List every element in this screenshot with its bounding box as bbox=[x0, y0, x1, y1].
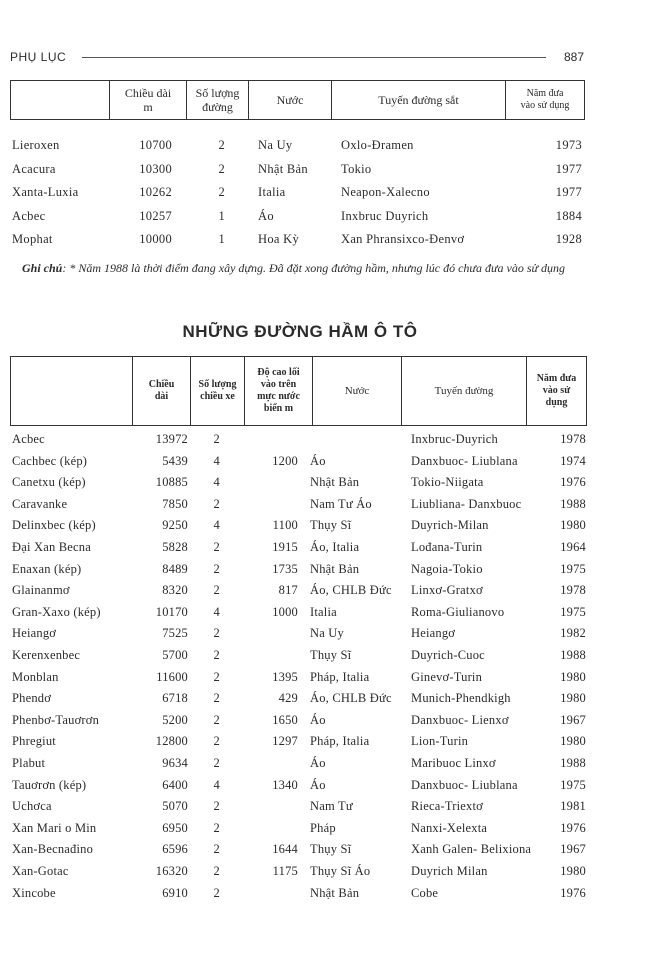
cell-lane-count: 2 bbox=[213, 432, 220, 446]
cell-year: 1976 bbox=[560, 820, 586, 835]
page-number: 887 bbox=[563, 50, 584, 64]
cell-year: 1973 bbox=[555, 138, 582, 152]
cell-elevation: 1100 bbox=[272, 518, 298, 533]
table-row bbox=[0, 886, 671, 902]
cell-route: Ginevơ-Turin bbox=[411, 669, 483, 684]
cell-country: Nhật Bản bbox=[258, 161, 308, 176]
cell-tunnel-name: Enaxan (kép) bbox=[12, 561, 82, 576]
cell-length: 6950 bbox=[162, 820, 188, 835]
cell-tunnel-name: Đại Xan Becna bbox=[12, 540, 91, 554]
cell-length: 9634 bbox=[162, 756, 188, 770]
cell-country: Áo, CHLB Đức bbox=[310, 691, 392, 706]
cell-length: 5700 bbox=[162, 648, 188, 662]
cell-tunnel-name: Cachbec (kép) bbox=[12, 453, 88, 468]
cell-elevation: 1297 bbox=[272, 734, 298, 749]
cell-lane-count: 4 bbox=[213, 604, 220, 619]
cell-tunnel-name: Phenbơ-Tauơrơn bbox=[12, 712, 100, 727]
table-row bbox=[0, 454, 671, 470]
cell-length: 5828 bbox=[162, 540, 188, 554]
table-row bbox=[0, 734, 671, 750]
cell-tunnel-name: Monblan bbox=[12, 669, 59, 684]
cell-tunnel-name: Plabut bbox=[12, 756, 46, 770]
cell-country: Nhật Bản bbox=[310, 885, 360, 900]
header-rule bbox=[82, 57, 546, 58]
table-row bbox=[0, 432, 671, 448]
cell-lane-count: 2 bbox=[213, 734, 220, 749]
table-row bbox=[0, 605, 671, 621]
cell-length: 6910 bbox=[162, 885, 188, 900]
cell-route: Rieca-Triextơ bbox=[411, 799, 483, 814]
railway-col-year: Năm đưa vào sử dụng bbox=[506, 81, 585, 120]
cell-length: 7525 bbox=[162, 626, 188, 641]
cell-length: 6596 bbox=[162, 842, 188, 857]
cell-route: Liublianа- Danxbuoc bbox=[411, 496, 522, 511]
cell-country: Áo, Italia bbox=[310, 540, 360, 554]
cell-year: 1976 bbox=[560, 885, 586, 900]
cell-lane-count: 2 bbox=[213, 820, 220, 835]
footnote-label: Ghi chú bbox=[22, 261, 63, 275]
cell-length: 10262 bbox=[139, 185, 172, 199]
cell-year: 1967 bbox=[560, 712, 586, 727]
cell-length: 8489 bbox=[162, 561, 188, 576]
cell-tunnel-name: Glainanmơ bbox=[12, 583, 70, 598]
railway-col-country: Nước bbox=[249, 81, 332, 120]
cell-year: 1977 bbox=[555, 185, 582, 199]
cell-country: Nam Tư bbox=[310, 799, 353, 814]
cell-country: Hoa Kỳ bbox=[258, 232, 300, 246]
cell-tunnel-name: Tauơrơn (kép) bbox=[12, 777, 87, 792]
cell-year: 1975 bbox=[560, 604, 586, 619]
cell-length: 5070 bbox=[162, 799, 188, 814]
cell-country: Na Uy bbox=[310, 626, 344, 641]
cell-elevation: 817 bbox=[278, 583, 298, 598]
cell-length: 11600 bbox=[156, 669, 188, 684]
cell-tunnel-name: Caravanke bbox=[12, 496, 68, 511]
cell-lane-count: 4 bbox=[213, 518, 220, 533]
table-row bbox=[0, 821, 671, 837]
cell-tunnel-name: Uchơca bbox=[12, 799, 52, 814]
cell-route: Heiangơ bbox=[411, 626, 456, 641]
cell-country: Thụy Sĩ bbox=[310, 648, 352, 662]
table-row bbox=[0, 648, 671, 664]
cell-lane-count: 2 bbox=[213, 669, 220, 684]
cell-tunnel-name: Phendơ bbox=[12, 691, 52, 706]
cell-route: Tokio-Niigata bbox=[411, 475, 484, 490]
cell-tunnel-name: Xan-Becnađino bbox=[12, 842, 94, 857]
tunnel-col-elevation: Độ cao lối vào trên mực nước biển m bbox=[245, 357, 313, 426]
cell-length: 6718 bbox=[162, 691, 188, 706]
cell-year: 1982 bbox=[560, 626, 586, 641]
cell-year: 1980 bbox=[560, 518, 586, 533]
cell-tunnel-name: Xanta-Luxia bbox=[12, 185, 79, 199]
cell-elevation: 1650 bbox=[272, 712, 298, 727]
cell-lane-count: 4 bbox=[213, 475, 220, 490]
cell-country: Thụy Sĩ Áo bbox=[310, 864, 371, 878]
cell-year: 1981 bbox=[560, 799, 586, 814]
cell-tunnel-name: Gran-Xaxo (kép) bbox=[12, 604, 101, 619]
cell-length: 10700 bbox=[139, 138, 172, 152]
table-row bbox=[0, 185, 671, 201]
table-row bbox=[0, 138, 671, 154]
cell-route: Danxbuoc- Liublana bbox=[411, 453, 518, 468]
cell-tunnel-name: Delinxbec (kép) bbox=[12, 518, 96, 533]
cell-lane-count: 2 bbox=[213, 583, 220, 598]
cell-year: 1980 bbox=[560, 691, 586, 706]
cell-route: Xan Phransixco-Đenvơ bbox=[341, 232, 465, 246]
cell-elevation: 1340 bbox=[272, 777, 298, 792]
table-row bbox=[0, 475, 671, 491]
cell-year: 1980 bbox=[560, 669, 586, 684]
cell-year: 1974 bbox=[560, 453, 586, 468]
cell-tunnel-name: Heiangơ bbox=[12, 626, 57, 641]
cell-route: Nanxi-Xelexta bbox=[411, 820, 488, 835]
cell-year: 1884 bbox=[555, 208, 582, 223]
cell-year: 1978 bbox=[560, 432, 586, 446]
cell-lane-count: 2 bbox=[213, 842, 220, 857]
cell-lane-count: 2 bbox=[213, 496, 220, 511]
table-row bbox=[0, 626, 671, 642]
cell-lane-count: 4 bbox=[213, 453, 220, 468]
cell-length: 6400 bbox=[162, 777, 188, 792]
cell-year: 1980 bbox=[560, 864, 586, 878]
cell-country: Nam Tư Áo bbox=[310, 496, 372, 511]
page-header bbox=[10, 48, 584, 66]
cell-elevation: 1175 bbox=[272, 864, 298, 878]
railway-col-name bbox=[11, 81, 110, 120]
table-row bbox=[0, 756, 671, 772]
cell-route: Danxbuoc- Liublana bbox=[411, 777, 518, 792]
cell-length: 12800 bbox=[155, 734, 188, 749]
cell-tunnel-name: Xan-Gotac bbox=[12, 864, 69, 878]
cell-country: Italia bbox=[310, 604, 337, 619]
cell-length: 10257 bbox=[139, 208, 172, 223]
cell-length: 8320 bbox=[162, 583, 188, 598]
cell-length: 5200 bbox=[162, 712, 188, 727]
table-row bbox=[0, 540, 671, 556]
railway-col-length: Chiều dài m bbox=[110, 81, 187, 120]
cell-lane-count: 2 bbox=[213, 691, 220, 706]
cell-tunnel-name: Acbec bbox=[12, 208, 46, 223]
cell-country: Nhật Bản bbox=[310, 475, 360, 490]
tunnel-col-route: Tuyến đường bbox=[402, 357, 527, 426]
cell-year: 1928 bbox=[555, 232, 582, 246]
table-row bbox=[0, 518, 671, 534]
cell-country: Na Uy bbox=[258, 138, 293, 152]
table-row bbox=[0, 162, 671, 178]
cell-length: 7850 bbox=[162, 496, 188, 511]
cell-elevation: 429 bbox=[278, 691, 298, 706]
footnote bbox=[10, 260, 588, 276]
cell-country: Áo bbox=[310, 756, 326, 770]
cell-year: 1978 bbox=[560, 583, 586, 598]
cell-track-count: 2 bbox=[218, 138, 225, 152]
table-row bbox=[0, 842, 671, 858]
cell-route: Munich-Phendkigh bbox=[411, 691, 511, 706]
cell-lane-count: 4 bbox=[213, 777, 220, 792]
cell-route: Danxbuoc- Lienxơ bbox=[411, 712, 509, 727]
cell-length: 10170 bbox=[155, 604, 188, 619]
cell-country: Nhật Bản bbox=[310, 561, 360, 576]
cell-tunnel-name: Phregiut bbox=[12, 734, 56, 749]
table-row bbox=[0, 778, 671, 794]
cell-year: 1964 bbox=[560, 540, 586, 554]
cell-elevation: 1000 bbox=[272, 604, 298, 619]
cell-lane-count: 2 bbox=[213, 756, 220, 770]
cell-route: Tokio bbox=[341, 161, 372, 176]
table-row bbox=[0, 799, 671, 815]
cell-route: Roma-Giulianovo bbox=[411, 604, 505, 619]
railway-col-route: Tuyến đường sắt bbox=[332, 81, 506, 120]
table-row bbox=[0, 497, 671, 513]
table-row bbox=[0, 864, 671, 880]
cell-country: Áo bbox=[310, 453, 326, 468]
cell-route: Duyrich-Cuoc bbox=[411, 648, 485, 662]
cell-elevation: 1200 bbox=[272, 453, 298, 468]
table-row bbox=[0, 583, 671, 599]
cell-tunnel-name: Kerenxenbec bbox=[12, 648, 81, 662]
cell-tunnel-name: Xan Mari o Min bbox=[12, 820, 97, 835]
tunnel-col-lanes: Số lượng chiều xe bbox=[191, 357, 245, 426]
cell-tunnel-name: Acacura bbox=[12, 161, 56, 176]
cell-route: Neapon-Xalecno bbox=[341, 185, 430, 199]
cell-year: 1988 bbox=[560, 756, 586, 770]
tunnel-table-header bbox=[10, 356, 587, 426]
cell-route: Cobe bbox=[411, 885, 439, 900]
table-row bbox=[0, 232, 671, 248]
cell-length: 10000 bbox=[139, 232, 172, 246]
cell-lane-count: 2 bbox=[213, 712, 220, 727]
cell-tunnel-name: Lieroxen bbox=[12, 138, 60, 152]
cell-elevation: 1395 bbox=[272, 669, 298, 684]
cell-lane-count: 2 bbox=[213, 540, 220, 554]
cell-lane-count: 2 bbox=[213, 561, 220, 576]
cell-route: Nagoia-Tokio bbox=[411, 561, 483, 576]
cell-length: 9250 bbox=[162, 518, 188, 533]
cell-tunnel-name: Mophat bbox=[12, 232, 53, 246]
cell-country: Pháp, Italia bbox=[310, 734, 370, 749]
cell-length: 10885 bbox=[155, 475, 188, 490]
cell-tunnel-name: Xincobe bbox=[12, 885, 56, 900]
cell-route: Lođana-Turin bbox=[411, 540, 483, 554]
table-row bbox=[0, 562, 671, 578]
cell-lane-count: 2 bbox=[213, 885, 220, 900]
cell-route: Lion-Turin bbox=[411, 734, 469, 749]
cell-length: 16320 bbox=[155, 864, 188, 878]
section-title: NHỮNG ĐƯỜNG HẦM Ô TÔ bbox=[182, 322, 418, 341]
cell-track-count: 2 bbox=[218, 161, 225, 176]
cell-year: 1976 bbox=[560, 475, 586, 490]
cell-year: 1967 bbox=[560, 842, 586, 857]
cell-track-count: 1 bbox=[218, 208, 225, 223]
cell-year: 1975 bbox=[560, 777, 586, 792]
cell-length: 10300 bbox=[139, 161, 172, 176]
cell-country: Áo, CHLB Đức bbox=[310, 583, 392, 598]
cell-route: Duyrich-Milan bbox=[411, 518, 489, 533]
table-row bbox=[0, 209, 671, 225]
cell-country: Italia bbox=[258, 185, 286, 199]
cell-route: Linxơ-Gratxơ bbox=[411, 583, 483, 598]
table-row bbox=[0, 713, 671, 729]
cell-tunnel-name: Acbec bbox=[12, 432, 45, 446]
tunnel-col-year: Năm đưa vào sử dụng bbox=[527, 357, 587, 426]
cell-country: Áo bbox=[310, 712, 326, 727]
cell-route: Xanh Galen- Belixiona bbox=[411, 842, 532, 857]
cell-year: 1988 bbox=[560, 496, 586, 511]
cell-lane-count: 2 bbox=[213, 626, 220, 641]
cell-route: Inxbruc Duyrich bbox=[341, 208, 429, 223]
cell-track-count: 2 bbox=[218, 185, 225, 199]
cell-lane-count: 2 bbox=[213, 799, 220, 814]
cell-country: Pháp, Italia bbox=[310, 669, 370, 684]
cell-route: Maribuoc Linxơ bbox=[411, 756, 496, 770]
cell-length: 13972 bbox=[155, 432, 188, 446]
cell-year: 1977 bbox=[555, 161, 582, 176]
cell-route: Duyrich Milan bbox=[411, 864, 488, 878]
table-row bbox=[0, 691, 671, 707]
cell-route: Inxbruc-Duyrich bbox=[411, 432, 498, 446]
cell-track-count: 1 bbox=[218, 232, 225, 246]
tunnel-col-name bbox=[11, 357, 133, 426]
footnote-text: : * Năm 1988 là thời điểm đang xây dựng. Đã đặt xong đường hầm, nhưng lúc đó chưa đưa vào sử dụng bbox=[62, 261, 566, 275]
cell-country: Áo bbox=[258, 208, 274, 223]
railway-table-header bbox=[10, 80, 585, 120]
cell-elevation: 1644 bbox=[272, 842, 298, 857]
table-row bbox=[0, 670, 671, 686]
section-label: PHỤ LỤC bbox=[10, 50, 67, 64]
railway-col-tracks: Số lượng đường bbox=[187, 81, 249, 120]
cell-year: 1980 bbox=[560, 734, 586, 749]
cell-lane-count: 2 bbox=[213, 864, 220, 878]
cell-elevation: 1915 bbox=[272, 540, 298, 554]
cell-elevation: 1735 bbox=[272, 561, 298, 576]
cell-country: Áo bbox=[310, 777, 326, 792]
cell-year: 1988 bbox=[560, 648, 586, 662]
tunnel-col-country: Nước bbox=[313, 357, 402, 426]
cell-length: 5439 bbox=[162, 453, 188, 468]
cell-country: Thụy Sĩ bbox=[310, 842, 352, 857]
cell-lane-count: 2 bbox=[213, 648, 220, 662]
cell-country: Pháp bbox=[310, 820, 336, 835]
cell-route: Oxlo-Đramen bbox=[341, 138, 414, 152]
cell-country: Thụy Sĩ bbox=[310, 518, 352, 533]
tunnel-col-length: Chiều dài bbox=[133, 357, 191, 426]
cell-tunnel-name: Canetxu (kép) bbox=[12, 475, 86, 490]
cell-year: 1975 bbox=[560, 561, 586, 576]
